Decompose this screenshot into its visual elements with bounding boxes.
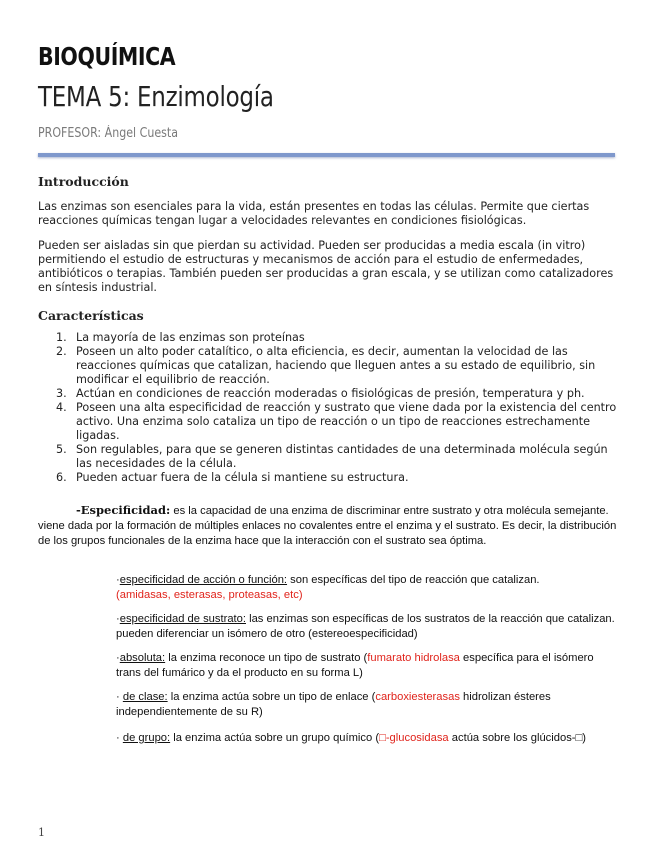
spec-grupo: · de grupo: la enzima actúa sobre un grupo químico (□-glucosidasa actúa sobre los glúcidos-□) — [116, 732, 586, 744]
document-subtitle: TEMA 5: Enzimología — [38, 80, 274, 113]
spec-clase: · de clase: la enzima actúa sobre un tipo de enlace (carboxiesterasas hidrolizan ésteres independientemente de su R) — [116, 691, 551, 718]
spec-sustrato: ·especificidad de sustrato: las enzimas son específicas de los sustratos de la reacción que catalizan. pueden diferenciar un isómero de otro (estereoespecificidad) — [116, 613, 615, 640]
list-item: 1. La mayoría de las enzimas son proteínas — [56, 331, 305, 344]
header-divider — [38, 153, 615, 157]
characteristics-list — [38, 331, 618, 485]
page-number: 1 — [38, 826, 45, 839]
specificity-paragraph: -Especificidad: es la capacidad de una enzima de discriminar entre sustrato y otra molécula semejante. viene dada por la formación de múltiples enlaces no covalentes entre el enzima y el sustrato. Es decir, la distribución de los grupos funcionales de la enzima hace que la interacción con el sustrato sea óptima. — [38, 503, 617, 547]
intro-paragraph-2: Pueden ser aisladas sin que pierdan su actividad. Pueden ser producidas a media escala (in vitro) permitiendo el estudio de estructuras y mecanismos de acción para el estudio de enfermedades, antibióticos o terapias. También pueden ser producidas a gran escala, y se utilizan como catalizadores en síntesis industrial. — [38, 239, 614, 294]
list-item: 2. Poseen un alto poder catalítico, o alta eficiencia, es decir, aumentan la velocidad de las reacciones químicas que catalizan, haciendo que lleguen antes a su estado de equilibrio, sin modificar el equilibrio de reacción. — [56, 345, 596, 386]
document-title: BIOQUÍMICA — [38, 42, 176, 71]
spec-accion: ·especificidad de acción o función: son específicas del tipo de reacción que catalizan. (amidasas, esterasas, proteasas, etc) — [116, 574, 540, 601]
list-item: 6. Pueden actuar fuera de la célula si mantiene su estructura. — [56, 471, 409, 484]
list-item: 5. Son regulables, para que se generen distintas cantidades de una determinada molécula según las necesidades de la célula. — [56, 443, 608, 470]
intro-heading: Introducción — [38, 174, 129, 189]
list-item: 3. Actúan en condiciones de reacción moderadas o fisiológicas de presión, temperatura y ph. — [56, 387, 585, 400]
spec-absoluta: ·absoluta: la enzima reconoce un tipo de sustrato (fumarato hidrolasa específica para el isómero trans del fumárico y da el producto en su forma L) — [116, 652, 594, 679]
list-item: 4. Poseen una alta especificidad de reacción y sustrato que viene dada por la existencia del centro activo. Una enzima solo cataliza un tipo de reacción o un tipo de reacciones estrechamente ligadas. — [56, 401, 617, 442]
intro-paragraph-1: Las enzimas son esenciales para la vida, están presentes en todas las células. Permite que ciertas reacciones químicas tengan lugar a velocidades relevantes en condiciones fisiológicas. — [38, 200, 590, 227]
specificity-term: -Especificidad: — [76, 503, 171, 517]
professor-line: PROFESOR: Ángel Cuesta — [38, 126, 178, 141]
characteristics-heading: Características — [38, 308, 144, 323]
